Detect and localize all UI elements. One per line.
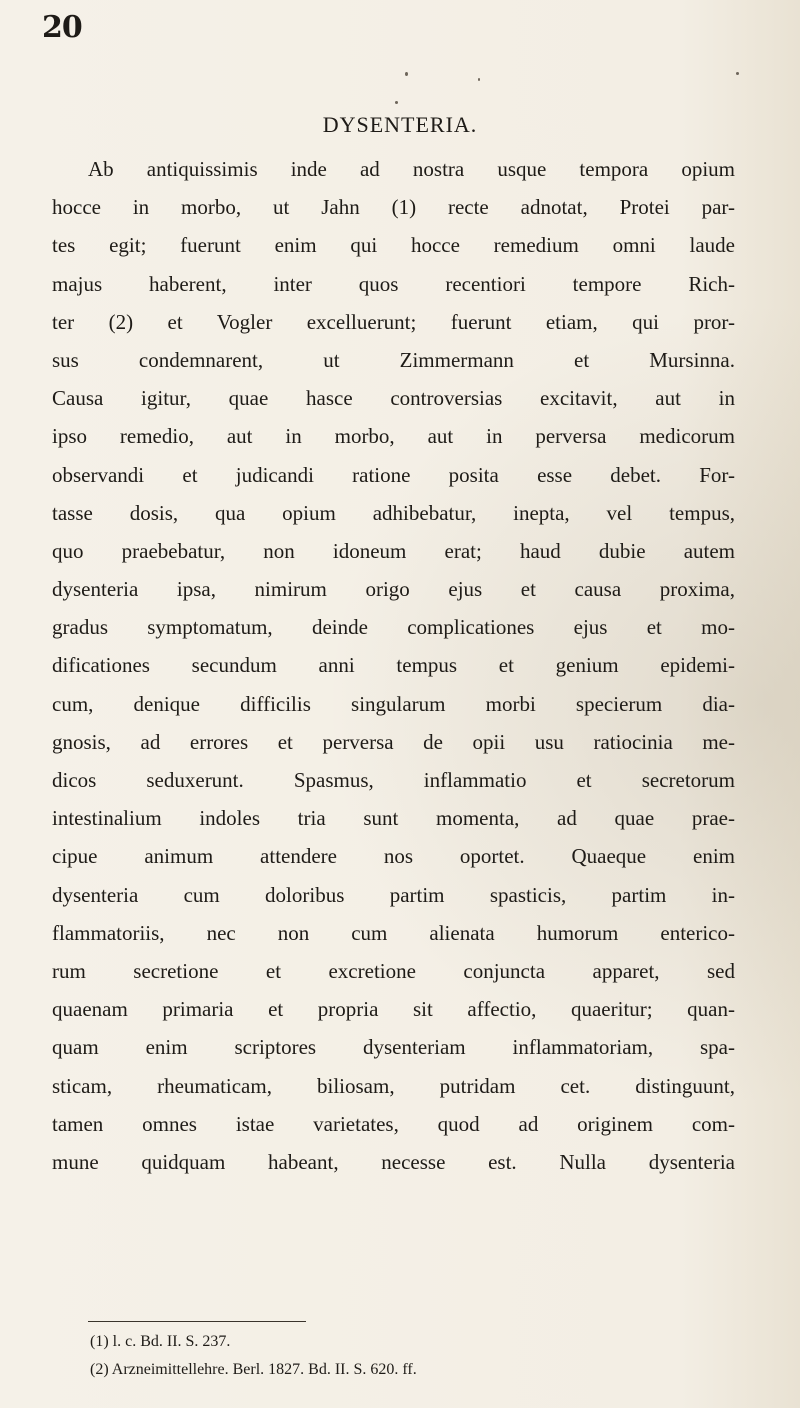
text-line: cum, denique difficilis singularum morbi specierum dia-	[52, 691, 735, 716]
text-line: sticam, rheumaticam, biliosam, putridam cet. distinguunt,	[52, 1073, 735, 1098]
text-line: dysenteria ipsa, nimirum origo ejus et causa proxima,	[52, 577, 735, 602]
footnote-divider	[88, 1321, 306, 1322]
text-line: majus haberent, inter quos recentiori tempore Rich-	[52, 271, 735, 296]
footnotes	[90, 1328, 710, 1384]
text-line: quo praebebatur, non idoneum erat; haud dubie autem	[52, 538, 735, 563]
body-text	[52, 150, 735, 1181]
text-line: tasse dosis, qua opium adhibebatur, inepta, vel tempus,	[52, 500, 735, 525]
text-line: ipso remedio, aut in morbo, aut in perversa medicorum	[52, 424, 735, 449]
text-line: quam enim scriptores dysenteriam inflammatoriam, spa-	[52, 1035, 735, 1060]
text-line: observandi et judicandi ratione posita esse debet. For-	[52, 462, 735, 487]
section-heading: DYSENTERIA.	[322, 112, 478, 137]
text-line: cipue animum attendere nos oportet. Quaeque enim	[52, 844, 735, 869]
text-line: gnosis, ad errores et perversa de opii usu ratiocinia me-	[52, 729, 735, 754]
text-line: flammatoriis, nec non cum alienata humorum enterico-	[52, 920, 735, 945]
text-line: mune quidquam habeant, necesse est. Nulla dysenteria	[52, 1149, 735, 1174]
print-speck	[395, 101, 398, 104]
text-line: tamen omnes istae varietates, quod ad originem com-	[52, 1111, 735, 1136]
print-speck	[478, 78, 480, 81]
text-line: dysenteria cum doloribus partim spasticis, partim in-	[52, 882, 735, 907]
text-line: ter (2) et Vogler excelluerunt; fuerunt etiam, qui pror-	[52, 309, 735, 334]
text-line: Causa igitur, quae hasce controversias excitavit, aut in	[52, 386, 735, 411]
text-line: dificationes secundum anni tempus et genium epidemi-	[52, 653, 735, 678]
text-line: dicos seduxerunt. Spasmus, inflammatio et secretorum	[52, 768, 735, 792]
text-line: quaenam primaria et propria sit affectio, quaeritur; quan-	[52, 997, 735, 1022]
print-speck	[736, 72, 739, 75]
text-line: intestinalium indoles tria sunt momenta, ad quae prae-	[52, 806, 735, 831]
text-line: Ab antiquissimis inde ad nostra usque tempora opium	[88, 157, 735, 181]
text-line: sus condemnarent, ut Zimmermann et Mursinna.	[52, 347, 735, 372]
print-speck	[405, 72, 408, 76]
text-line: tes egit; fuerunt enim qui hocce remedium omni laude	[52, 233, 735, 258]
text-line: hocce in morbo, ut Jahn (1) recte adnotat, Protei par-	[52, 195, 735, 220]
page-number: 20	[42, 10, 82, 45]
text-line: rum secretione et excretione conjuncta apparet, sed	[52, 958, 735, 983]
footnote: (2) Arzneimittellehre. Berl. 1827. Bd. II. S. 620. ff.	[90, 1361, 417, 1378]
text-line: gradus symptomatum, deinde complicationes ejus et mo-	[52, 615, 735, 640]
footnote: (1) l. c. Bd. II. S. 237.	[90, 1333, 231, 1350]
